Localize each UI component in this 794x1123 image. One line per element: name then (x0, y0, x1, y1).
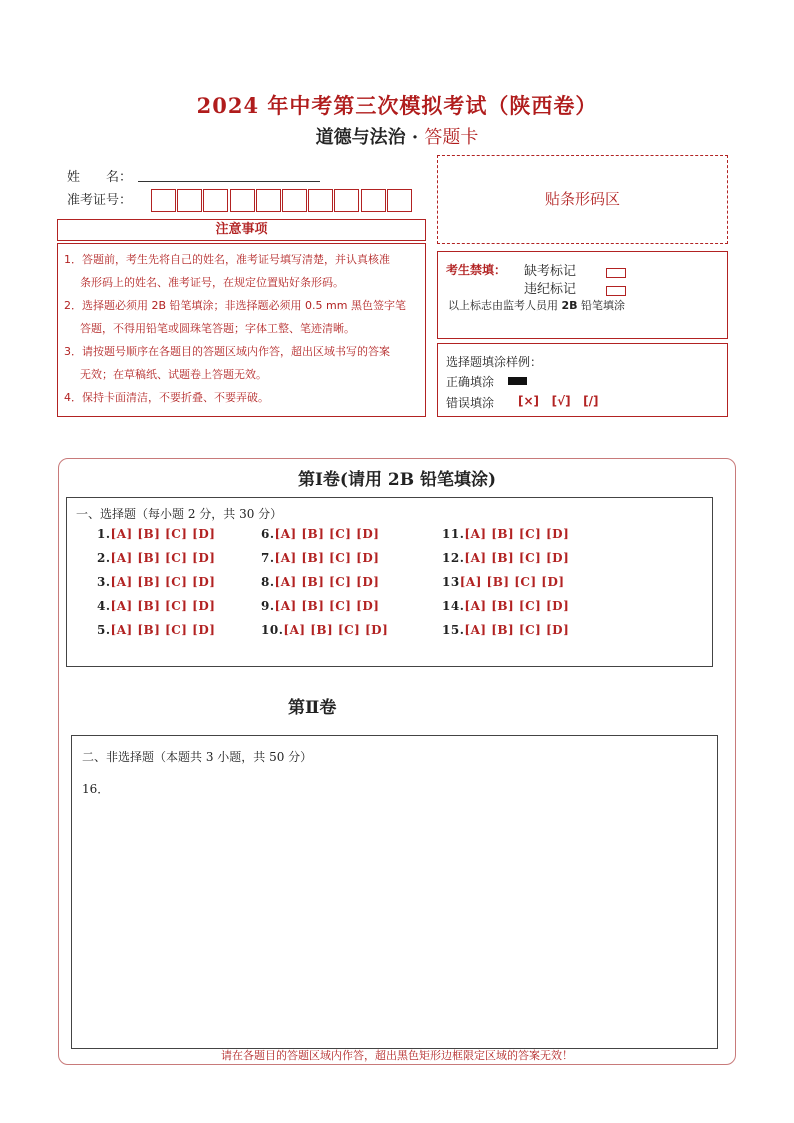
mc-options[interactable]: [A] [B] [C] [D] (274, 599, 380, 613)
mc-heading: 一、选择题（每小题 2 分，共 30 分） (76, 507, 283, 521)
mc-question[interactable] (261, 599, 379, 613)
fill-sample-box (437, 343, 728, 417)
wrong-fill-marks (518, 394, 598, 408)
exam-id-digit-box[interactable] (256, 189, 281, 212)
mc-options[interactable]: [A] [B] [C] [D] (464, 623, 570, 637)
section1-title: 第Ⅰ卷(请用 2B 铅笔填涂) (297, 470, 497, 490)
exam-id-boxes[interactable] (151, 189, 413, 212)
absent-label: 缺考标记 (524, 264, 577, 279)
mc-question-number: 11. (442, 527, 465, 541)
name-label: 姓 名： (67, 170, 133, 185)
mc-question[interactable] (261, 527, 379, 541)
forbidden-note-pre: 以上标志由监考人员用 (448, 299, 558, 312)
notice-item-2: 2．选择题必须用 2B 铅笔填涂；非选择题必须用 0.5 mm 黑色签字笔 (64, 299, 406, 312)
mc-options[interactable]: [A] [B] [C] [D] (459, 575, 565, 589)
notice-item-4: 4．保持卡面清洁，不要折叠、不要弄破。 (64, 391, 269, 404)
wrong-mark-check: [√] (551, 394, 571, 408)
mc-question[interactable] (97, 599, 215, 613)
mc-options[interactable]: [A] [B] [C] [D] (274, 551, 380, 565)
notice-item-3: 3．请按题号顺序在各题目的答题区域内作答，超出区域书写的答案 (64, 345, 390, 358)
correct-fill-mark (508, 377, 527, 385)
violation-label: 违纪标记 (524, 282, 577, 297)
mc-question-number: 5. (97, 623, 111, 637)
exam-id-digit-box[interactable] (308, 189, 333, 212)
forbidden-note-2b: 2B (561, 299, 578, 312)
mc-question[interactable] (442, 623, 569, 637)
mc-question[interactable] (261, 623, 388, 637)
exam-id-digit-box[interactable] (230, 189, 255, 212)
mc-question-number: 6. (261, 527, 275, 541)
exam-id-label: 准考证号： (67, 193, 133, 208)
section2-title: 第Ⅱ卷 (288, 698, 337, 718)
mc-options[interactable]: [A] [B] [C] [D] (274, 527, 380, 541)
mc-options[interactable]: [A] [B] [C] [D] (110, 551, 216, 565)
exam-id-digit-box[interactable] (282, 189, 307, 212)
mc-question-number: 7. (261, 551, 275, 565)
question-16-label: 16． (82, 782, 110, 796)
mc-question-number: 12. (442, 551, 465, 565)
footer-warning: 请在各题目的答题区域内作答，超出黑色矩形边框限定区域的答案无效！ (221, 1049, 573, 1062)
page-subtitle (0, 123, 794, 149)
exam-id-digit-box[interactable] (177, 189, 202, 212)
notice-title: 注意事项 (57, 219, 426, 241)
open-heading: 二、非选择题（本题共 3 小题，共 50 分） (82, 750, 313, 764)
card-label: 答题卡 (424, 127, 479, 148)
mc-options[interactable]: [A] [B] [C] [D] (110, 575, 216, 589)
notice-item-1: 1．答题前，考生先将自己的姓名，准考证号填写清楚，并认真核准 (64, 253, 390, 266)
forbidden-note-post: 铅笔填涂 (581, 299, 626, 312)
mc-question[interactable] (442, 575, 565, 589)
mc-question-number: 1. (97, 527, 111, 541)
open-answer-box[interactable] (71, 735, 718, 1049)
mc-question-number: 9. (261, 599, 275, 613)
mc-options[interactable]: [A] [B] [C] [D] (110, 599, 216, 613)
mc-question[interactable] (442, 599, 569, 613)
mc-question-number: 13 (442, 575, 460, 589)
mc-options[interactable]: [A] [B] [C] [D] (274, 575, 380, 589)
mc-options[interactable]: [A] [B] [C] [D] (283, 623, 389, 637)
mc-options[interactable]: [A] [B] [C] [D] (464, 599, 570, 613)
mc-question[interactable] (97, 527, 215, 541)
barcode-area[interactable]: 贴条形码区 (437, 155, 728, 244)
mc-options[interactable]: [A] [B] [C] [D] (464, 527, 570, 541)
wrong-mark-slash: [/] (583, 394, 599, 408)
mc-question[interactable] (261, 551, 379, 565)
exam-id-digit-box[interactable] (203, 189, 228, 212)
mc-question-number: 8. (261, 575, 275, 589)
mc-question[interactable] (442, 527, 569, 541)
mc-question-number: 15. (442, 623, 465, 637)
mc-question-number: 3. (97, 575, 111, 589)
notice-item-2-cont: 答题，不得用铅笔或圆珠笔答题；字体工整、笔迹清晰。 (80, 322, 355, 335)
mc-question[interactable] (261, 575, 379, 589)
notice-item-1-cont: 条形码上的姓名、准考证号，在规定位置贴好条形码。 (80, 276, 344, 289)
sample-title: 选择题填涂样例： (446, 355, 543, 369)
page-title: 2024 年中考第三次模拟考试（陕西卷） (196, 93, 598, 118)
forbidden-label: 考生禁填： (446, 263, 507, 277)
notice-item-3-cont: 无效；在草稿纸、试题卷上答题无效。 (80, 368, 267, 381)
separator-dot: · (411, 127, 419, 148)
mc-question-number: 4. (97, 599, 111, 613)
mc-question-number: 10. (261, 623, 284, 637)
wrong-fill-label: 错误填涂 (446, 396, 495, 410)
mc-question[interactable] (442, 551, 569, 565)
forbidden-fill-box (437, 251, 728, 339)
exam-id-digit-box[interactable] (151, 189, 176, 212)
notice-body (57, 243, 426, 417)
mc-question[interactable] (97, 623, 215, 637)
exam-id-digit-box[interactable] (387, 189, 412, 212)
mc-options[interactable]: [A] [B] [C] [D] (464, 551, 570, 565)
absent-mark-box[interactable] (606, 268, 626, 278)
mc-options[interactable]: [A] [B] [C] [D] (110, 623, 216, 637)
subject-label: 道德与法治 (315, 127, 406, 148)
violation-mark-box[interactable] (606, 286, 626, 296)
wrong-mark-x: [×] (518, 394, 540, 408)
mc-question[interactable] (97, 575, 215, 589)
exam-id-digit-box[interactable] (361, 189, 386, 212)
correct-fill-label: 正确填涂 (446, 375, 495, 389)
mc-question[interactable] (97, 551, 215, 565)
mc-options[interactable]: [A] [B] [C] [D] (110, 527, 216, 541)
exam-id-digit-box[interactable] (334, 189, 359, 212)
mc-question-number: 2. (97, 551, 111, 565)
forbidden-note (448, 297, 625, 313)
mc-question-number: 14. (442, 599, 465, 613)
name-field[interactable] (138, 180, 320, 182)
